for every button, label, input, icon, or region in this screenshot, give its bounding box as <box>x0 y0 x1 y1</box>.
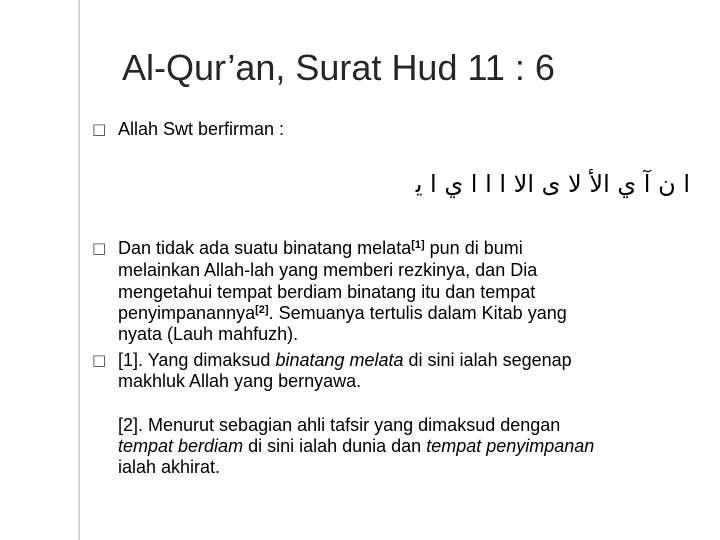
bullet-icon: □ <box>92 120 107 138</box>
footnote-1-line-2: makhluk Allah yang bernyawa. <box>118 371 362 391</box>
footnote-1-line-1: [1]. Yang dimaksud binatang melata di sini ialah segenap <box>118 350 572 370</box>
bullet-icon: □ <box>92 351 107 369</box>
footnote-ref-2: [2] <box>255 304 269 316</box>
intro-text: Allah Swt berfirman : <box>118 119 285 139</box>
verse-line-1: Dan tidak ada suatu binatang melata[1] pun di bumi <box>118 238 523 258</box>
footnote-ref-1: [1] <box>411 239 425 251</box>
footnote-2-line-2: tempat berdiam di sini ialah dunia dan tempat penyimpanan <box>118 436 595 456</box>
footnote-2-line-1: [2]. Menurut sebagian ahli tafsir yang dimaksud dengan <box>118 415 561 435</box>
footnote-2-line-3: ialah akhirat. <box>118 457 221 477</box>
verse-line-4: penyimpanannya[2]. Semuanya tertulis dalam Kitab yang <box>118 303 567 323</box>
verse-line-3: mengetahui tempat berdiam binatang itu dan tempat <box>118 282 536 302</box>
slide-title: Al-Qur’an, Surat Hud 11 : 6 <box>122 47 555 88</box>
bullet-icon: □ <box>92 239 107 257</box>
verse-line-2: melainkan Allah-lah yang memberi rezkinya, dan Dia <box>118 260 538 280</box>
arabic-verse: ا ن آ ي الأ لا ى الا ا ا ا ي ا ﻳ <box>415 170 690 198</box>
verse-line-5: nyata (Lauh mahfuzh). <box>118 324 299 344</box>
left-divider-line <box>78 0 80 540</box>
